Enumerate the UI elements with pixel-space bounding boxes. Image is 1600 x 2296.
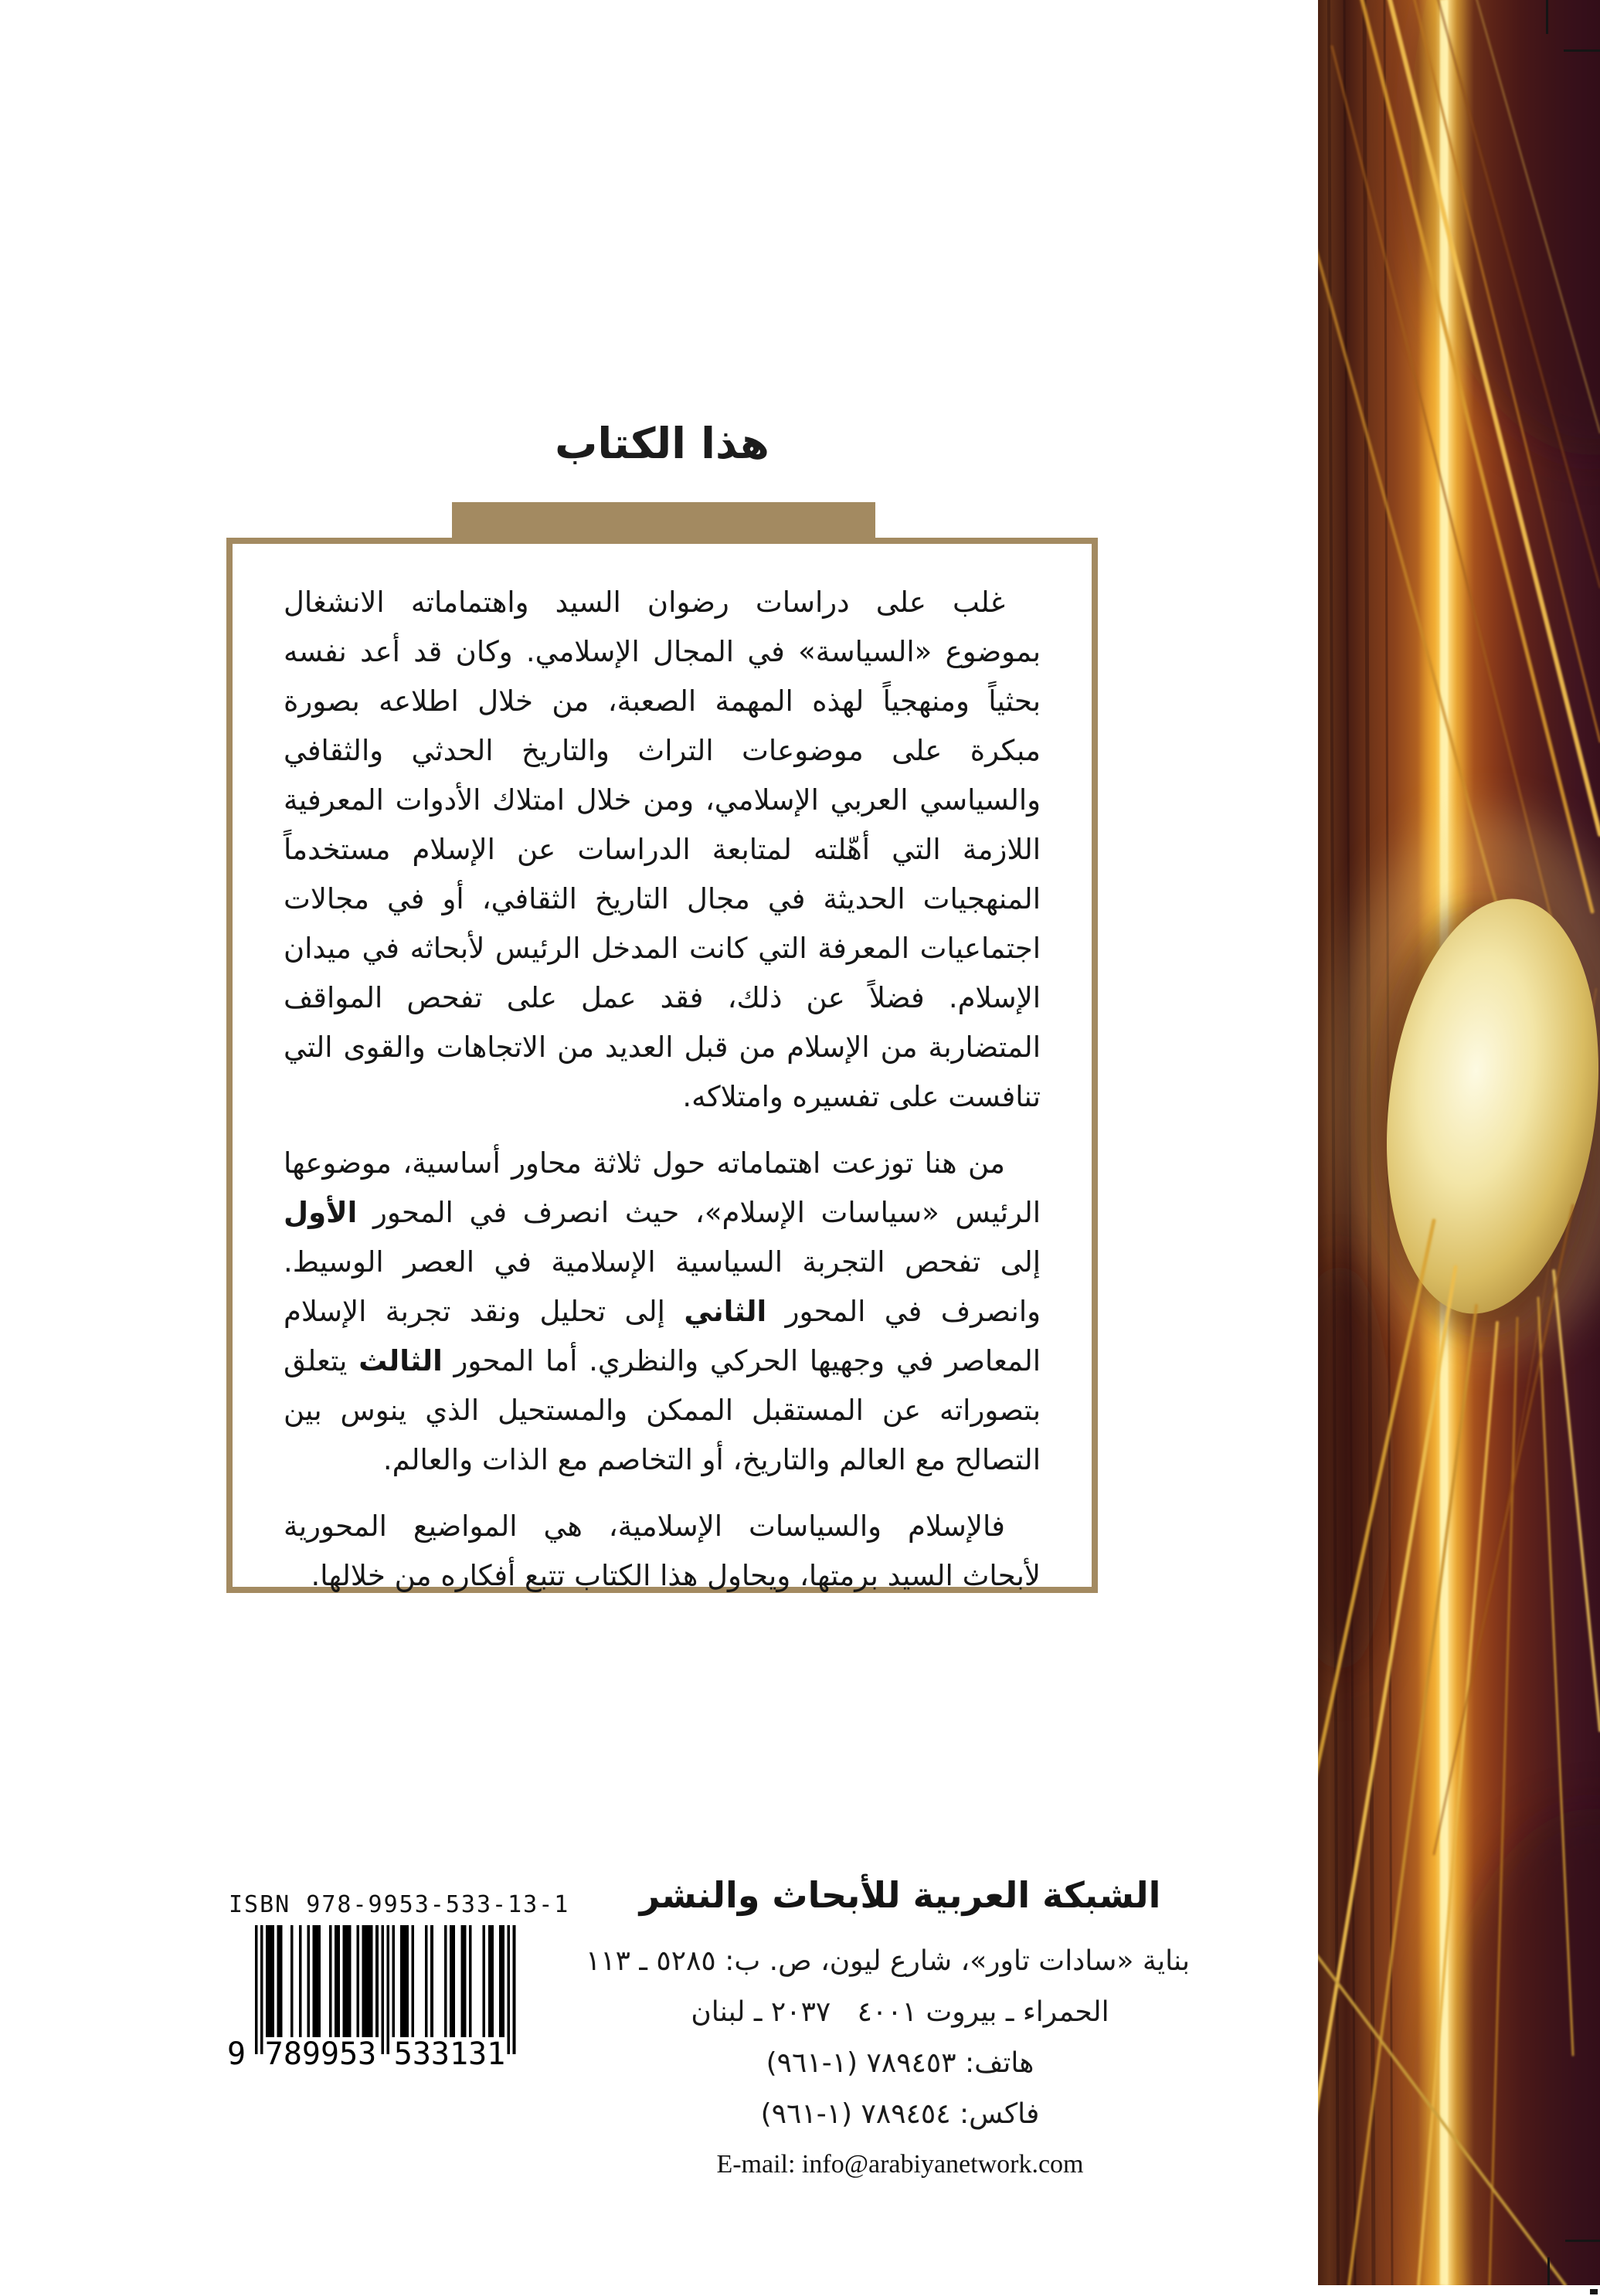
barcode-digit-group: 533131 bbox=[393, 2036, 506, 2072]
publisher-address-line2: الحمراء ـ بيروت ٤٠٠١ ٢٠٣٧ ـ لبنان bbox=[691, 1996, 1109, 2028]
publisher-address-line1: بناية «سادات تاور»، شارع ليون، ص. ب: ٥٢٨٥ ـ ١١٣ bbox=[585, 1945, 1190, 1977]
publisher-name: الشبكة العربية للأبحاث والنشر bbox=[639, 1874, 1161, 1916]
text-run: فالإسلام والسياسات الإسلامية، هي المواضيع المحورية لأبحاث السيد برمتها، ويحاول هذا الكتاب تتبع أفكاره من خلالها. bbox=[284, 1510, 1041, 1592]
text-run: من هنا توزعت اهتماماته حول ثلاثة محاور أساسية، موضوعها الرئيس «سياسات الإسلام»، حيث انصرف في المحور bbox=[284, 1146, 1041, 1229]
ean13-barcode bbox=[227, 1925, 533, 2080]
artwork-graphic bbox=[1318, 0, 1600, 2285]
crop-mark bbox=[1590, 2289, 1598, 2294]
text-run: غلب على دراسات رضوان السيد واهتماماته الانشغال بموضوع «السياسة» في المجال الإسلامي. وكان قد أعد نفسه بحثياً ومنهجياً لهذه المهمة الصعبة، من خلال اطلاعه بصورة مبكرة على موضوعات التراث والتاريخ الحدثي والثقافي والسياسي العربي الإسلامي، ومن خلال امتلاك الأدوات المعرفية اللازمة التي أهّلته لمتابعة الدراسات عن الإسلام مستخدماً المنهجيات الحديثة في مجال التاريخ الثقافي، أو في مجالات اجتماعيات المعرفة التي كانت المدخل الرئيس لأبحاثه في ميدان الإسلام. فضلاً عن ذلك، فقد عمل على تفحص المواقف المتضاربة من الإسلام من قبل العديد من الاتجاهات والقوى التي تنافست على تفسيره وامتلاكه. bbox=[284, 586, 1041, 1113]
crop-mark bbox=[1565, 2240, 1600, 2242]
box-paragraphs bbox=[284, 578, 1041, 1601]
crop-mark bbox=[1546, 0, 1548, 34]
crop-mark bbox=[1547, 2257, 1550, 2285]
publisher-email: E-mail: info@arabiyanetwork.com bbox=[716, 2150, 1084, 2179]
text-run: إلى تحليل ونقد تجربة الإسلام المعاصر في وجهيها الحركي والنظري. أما المحور bbox=[284, 1295, 1041, 1377]
barcode-digit-group: 789953 bbox=[264, 2036, 377, 2072]
paragraph bbox=[284, 1502, 1041, 1601]
publisher-phone: هاتف: ٧٨٩٤٥٣ (١-٩٦١) bbox=[766, 2047, 1034, 2079]
cover-artwork-image bbox=[1318, 0, 1600, 2285]
description-box bbox=[226, 538, 1098, 1593]
bold-phrase: الثالث bbox=[358, 1344, 443, 1377]
barcode-bars bbox=[255, 1925, 518, 2055]
title-accent-bar bbox=[452, 502, 875, 539]
isbn-text: ISBN 978-9953-533-13-1 bbox=[229, 1891, 570, 1918]
text-run: إلى تفحص التجربة السياسية الإسلامية في العصر الوسيط. وانصرف في المحور bbox=[284, 1245, 1041, 1328]
crop-mark bbox=[1564, 49, 1600, 52]
paragraph bbox=[284, 578, 1041, 1122]
page-title: هذا الكتاب bbox=[555, 419, 769, 468]
publisher-fax: فاكس: ٧٨٩٤٥٤ (١-٩٦١) bbox=[760, 2098, 1040, 2130]
bold-phrase: الثاني bbox=[684, 1295, 767, 1328]
paragraph bbox=[284, 1139, 1041, 1485]
bold-phrase: الأول bbox=[284, 1196, 358, 1229]
barcode-digit-group: 9 bbox=[227, 2036, 246, 2072]
publisher-block bbox=[585, 1873, 1190, 2189]
text-run: يتعلق بتصوراته عن المستقبل الممكن والمستحيل الذي ينوس بين التصالح مع العالم والتاريخ، أو التخاصم مع الذات والعالم. bbox=[284, 1344, 1041, 1476]
